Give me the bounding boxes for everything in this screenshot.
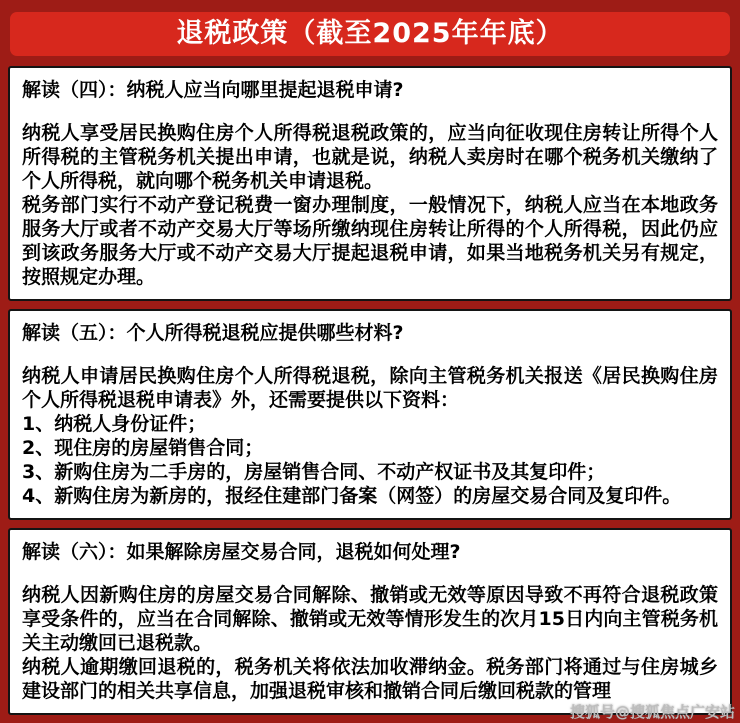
section-paragraph: 纳税人享受居民换购住房个人所得税退税政策的，应当向征收现住房转让所得个人所得税的主管税务机关提出申请，也就是说，纳税人卖房时在哪个税务机关缴纳了个人所得税，就向哪个税务机关申请退税。 [22,122,718,192]
section-heading: 解读（五）：个人所得税退税应提供哪些材料? [22,322,404,344]
section-paragraph: 税务部门实行不动产登记税费一窗办理制度，一般情况下，纳税人应当在本地政务服务大厅或者不动产交易大厅等场所缴纳现住房转让所得的个人所得税，因此仍应到该政务服务大厅或不动产交易大厅提起退税申请，如果当地税务机关另有规定，按照规定办理。 [22,194,718,288]
watermark: 搜狐号@搜狐焦点广安站 [569,703,735,721]
section-heading: 解读（六）：如果解除房屋交易合同，退税如何处理? [22,541,461,563]
list-item: 1、纳税人身份证件； [22,413,207,435]
list-item: 4、新购住房为新房的，报经住建部门备案（网签）的房屋交易合同及复印件。 [22,485,682,507]
section-heading: 解读（四）：纳税人应当向哪里提起退税申请? [22,79,404,101]
list-item: 2、现住房的房屋销售合同； [22,437,264,459]
section-paragraph: 纳税人逾期缴回退税的，税务机关将依法加收滞纳金。税务部门将通过与住房城乡建设部门的相关共享信息，加强退税审核和撤销合同后缴回税款的管理 [22,656,718,702]
page-title: 退税政策（截至2025年年底） [10,12,730,56]
section-paragraph: 纳税人申请居民换购住房个人所得税退税，除向主管税务机关报送《居民换购住房个人所得税退税申请表》外，还需要提供以下资料： [22,365,718,411]
list-item: 3、新购住房为二手房的，房屋销售合同、不动产权证书及其复印件； [22,461,606,483]
section-interpretation-6 [8,528,732,715]
section-interpretation-5 [8,309,732,520]
section-interpretation-4 [8,66,732,301]
section-paragraph: 纳税人因新购住房的房屋交易合同解除、撤销或无效等原因导致不再符合退税政策享受条件的，应当在合同解除、撤销或无效等情形发生的次月15日内向主管税务机关主动缴回已退税款。 [22,584,718,654]
